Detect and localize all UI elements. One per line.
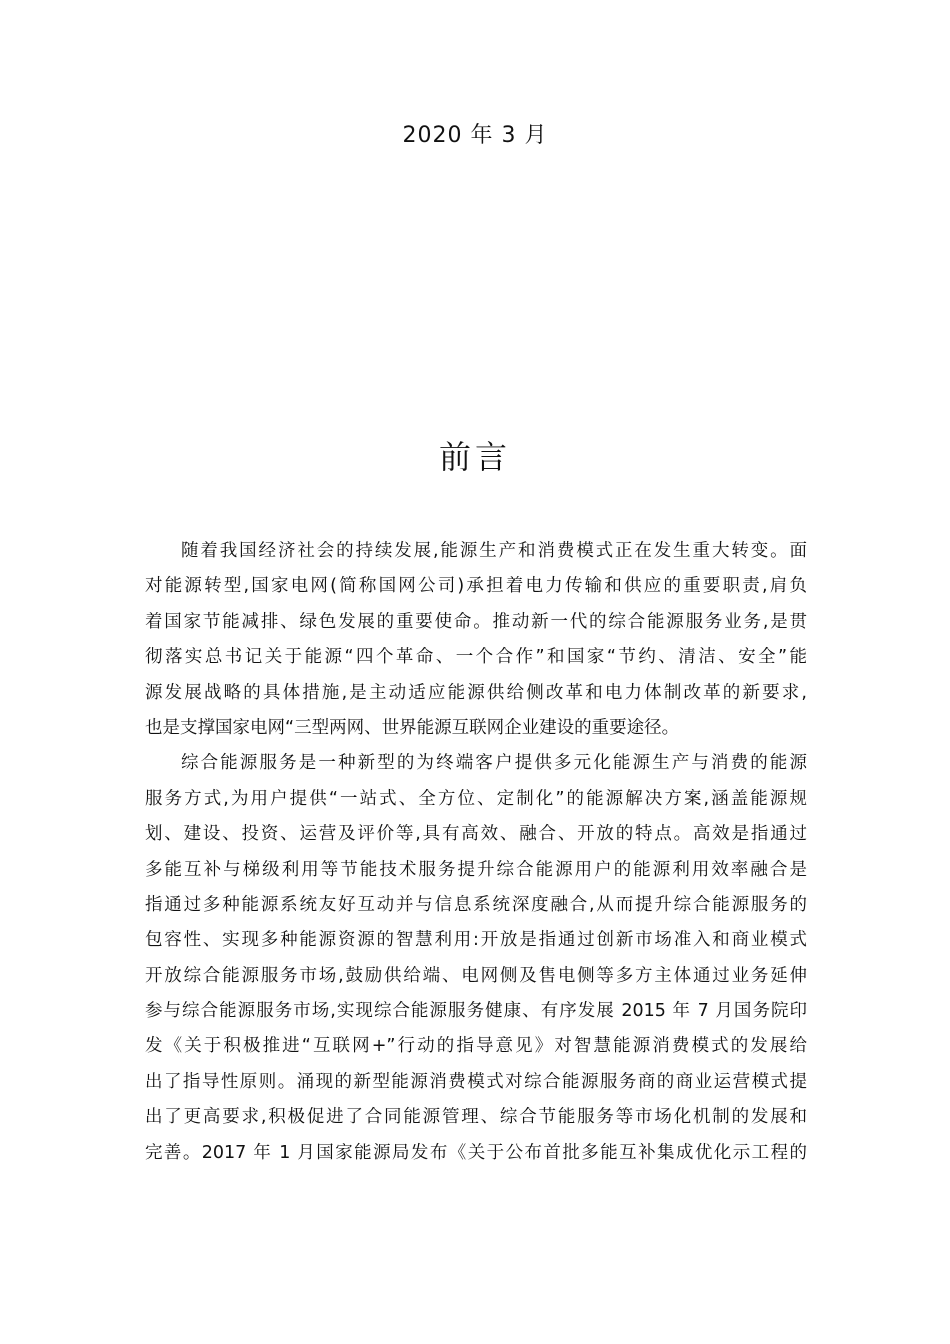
text-line: 着国家节能减排、绿色发展的重要使命。推动新一代的综合能源服务业务,是贯 (145, 611, 807, 632)
text-line: 发《关于积极推进“互联网+”行动的指导意见》对智慧能源消费模式的发展给 (145, 1036, 807, 1057)
text-line: 完善。2017 年 1 月国家能源局发布《关于公布首批多能互补集成优化示工程的 (145, 1142, 807, 1163)
body-text (145, 534, 807, 1171)
document-date: 2020 年 3 月 (402, 123, 548, 148)
text-line: 随着我国经济社会的持续发展,能源生产和消费模式正在发生重大转变。面 (181, 541, 807, 561)
section-heading: 前言 (438, 438, 511, 476)
text-line: 对能源转型,国家电网(简称国网公司)承担着电力传输和供应的重要职责,肩负 (145, 576, 807, 597)
paragraph-1 (145, 534, 807, 746)
text-line: 包容性、实现多种能源资源的智慧利用:开放是指通过创新市场准入和商业模式 (145, 930, 807, 951)
text-line: 综合能源服务是一种新型的为终端客户提供多元化能源生产与消费的能源 (181, 753, 807, 774)
text-line: 彻落实总书记关于能源“四个革命、一个合作”和国家“节约、清洁、安全”能 (145, 647, 807, 668)
text-line: 源发展战略的具体措施,是主动适应能源供给侧改革和电力体制改革的新要求, (145, 682, 807, 703)
text-line: 出了更高要求,积极促进了合同能源管理、综合节能服务等市场化机制的发展和 (145, 1107, 807, 1128)
text-line: 开放综合能源服务市场,鼓励供给端、电网侧及售电侧等多方主体通过业务延伸 (145, 965, 807, 986)
paragraph-2 (145, 746, 807, 1171)
text-line: 出了指导性原则。涌现的新型能源消费模式对综合能源服务商的商业运营模式提 (145, 1071, 807, 1092)
text-line: 服务方式,为用户提供“一站式、全方位、定制化”的能源解决方案,涵盖能源规 (145, 788, 807, 809)
text-line: 划、建设、投资、运营及评价等,具有高效、融合、开放的特点。高效是指通过 (145, 824, 807, 845)
text-line: 多能互补与梯级利用等节能技术服务提升综合能源用户的能源利用效率融合是 (145, 859, 807, 880)
text-line: 也是支撑国家电网“三型两网、世界能源互联网企业建设的重要途径。 (145, 717, 680, 738)
text-line: 指通过多种能源系统友好互动并与信息系统深度融合,从而提升综合能源服务的 (145, 894, 807, 915)
text-line: 参与综合能源服务市场,实现综合能源服务健康、有序发展 2015 年 7 月国务院印 (145, 1001, 807, 1022)
